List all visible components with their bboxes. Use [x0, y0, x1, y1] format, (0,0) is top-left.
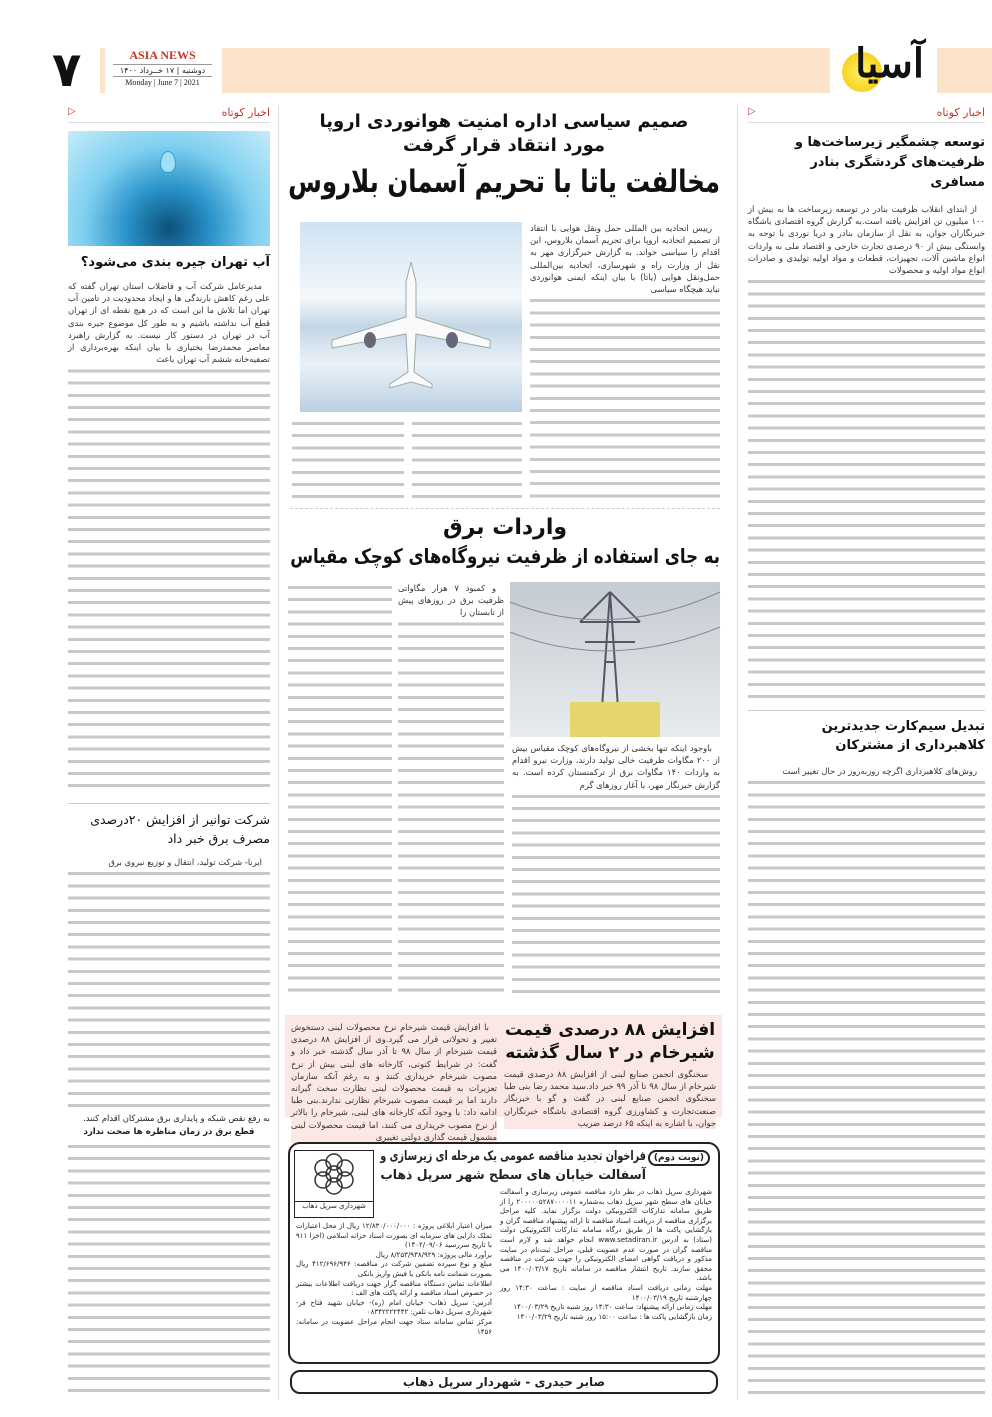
divider [290, 508, 720, 509]
main-heading-block [288, 110, 720, 218]
page-number: ۷ [52, 42, 82, 98]
airplane-photo [300, 222, 522, 412]
article-body-col [288, 582, 392, 1000]
article-body: مدیرعامل شرکت آب و فاضلاب استان تهران گفته که علی رغم کاهش بارندگی ها و ایجاد محدودیت در تامین آب تهران اما تلاش ما این است که در هیچ نقطه ای از تهران قطع آب نداشته باشیم و به طور کل موضوع جیره بندی آب در تهران در دستور کار نیست. به گزارش راهبرد معاصر محمدرضا بختیاری با بیان اینکه بهره‌برداری از تصفیه‌خانه ششم آب تهران باعث [68, 280, 270, 795]
left-column [68, 106, 270, 1400]
divider [748, 710, 985, 711]
section-label: اخبار کوتاه [936, 106, 985, 119]
headline: مخالفت یاتا با تحریم آسمان بلاروس [288, 164, 720, 200]
tender-ad [288, 1142, 720, 1364]
date-en: Monday | June 7 | 2021 [125, 78, 200, 87]
play-icon: ▷ [748, 106, 756, 117]
section-label: اخبار کوتاه [221, 106, 270, 119]
logo: آسیا [838, 38, 928, 98]
masthead-info [100, 48, 212, 93]
article-body-col [412, 418, 522, 502]
headline: به جای استفاده از ظرفیت نیروگاه‌های کوچک مقیاس [290, 544, 720, 568]
article-title: توسعه چشمگیر زیرساخت‌ها و ظرفیت‌های گردشگری بنادر مسافری [794, 135, 985, 190]
article-body: باوجود اینکه تنها بخشی از نیروگاه‌های کوچک مقیاس بیش از ۲۰۰ مگاوات ظرفیت خالی تولید دارند، وزارت نیرو اقدام به واردات ۱۴۰ مگاوات برق از ترکمنستان کرده است. به گزارش خبرنگار مهر، با آغاز روزهای گرم [512, 742, 720, 1000]
article-title: تبدیل سیم‌کارت جدیدترین کلاهبرداری از مشترکان [821, 719, 985, 753]
section-header-right [748, 106, 985, 123]
ad-body-right: شهرداری سرپل ذهاب در نظر دارد مناقصه عمومی زیرسازی و آسفالت خیابان های سطح شهر سرپل ذهاب به‌شماره ۲۰۰۰۰۰۵۲۸۷۰۰۰۰۱۱ را از طریق سامانه تدارکات الکترونیکی دولت برگزار نماید. کلیه مراحل برگزاری مناقصه از دریافت اسناد مناقصه تا ارائه پیشنهاد مناقصه گران و بازگشایی پاکت ها از طریق درگاه سامانه تدارکات الکترونیکی دولت (ستاد) به آدرس www.setadiran.ir انجام خواهد شد و لازم است مناقصه گران در صورت عدم عضویت قبلی، مراحل ثبت‌نام در سایت مذکور و دریافت گواهی امضای الکترونیکی را جهت شرکت در مناقصه محقق سازند. تاریخ انتشار مناقصه در سامانه تاریخ ۱۴۰۰/۰۳/۱۷ می باشد. مهلت زمانی دریافت اسناد مناقصه از سایت : ساعت ۱۴:۳۰ روز چهارشنبه تاریخ ۱۴۰۰/۰۳/۱۹ مهلت زمانی ارائه پیشنهاد: ساعت ۱۴:۳۰ روز شنبه تاریخ ۱۴۰۰/۰۳/۲۹ زمان بازگشایی پاکت ها : ساعت ۱۵:۰۰ روز شنبه تاریخ ۱۴۰۰/۰۳/۲۹ [500, 1188, 712, 1321]
article-body: و کمبود ۷ هزار مگاواتی ظرفیت برق در روزهای پیش از تابستان را [398, 582, 504, 1000]
round-badge: (نوبت دوم) [648, 1150, 710, 1166]
article-body: روش‌های کلاهبرداری اگرچه روزبه‌روز در حال تغییر است [748, 765, 985, 1400]
article-body: از ابتدای انقلاب ظرفیت بنادر در توسعه زیرساخت ها به بیش از ۱۰۰ میلیون تن افزایش یافته است.به گزارش گروه اقتصادی باشگاه خبرنگاران جوان، به نقل از سازمان بنادر و دریا نوردی با توجه به وابستگی بیش از ۹۰ درصدی تجارت خارجی و اقتصاد ملی به واردات انواع ماشین آلات، تجهیزات، قطعات و مواد اولیه تولیدی و صادرات انواع مواد اولیه و محصولات [748, 203, 985, 702]
article-body: رییس اتحادیه بین المللی حمل ونقل هوایی با انتقاد از تصمیم اتحادیه اروپا برای تحریم آسمان بلاروس، این اقدام را سیاسی خواند. به گزارش خبرگزاری مهر به نقل از وزارت راه و شهرسازی، اتحادیه بین‌المللی حمل‌ونقل هوایی (یاتا) با بیان اینکه ایمنی هوانوردی نباید هیچگاه سیاسی [530, 222, 720, 502]
article-body-col [292, 418, 404, 502]
article-body-tail: به رفع نقص شبکه و پایداری برق مشترکان اقدام کنند. [83, 1113, 270, 1123]
ad-body-left: میزان اعتبار ابلاغی پروژه : ۱۲/۸۳۰/۰۰۰/۰۰۰ ریال از محل اعتبارات تملک دارایی های سرمایه ای بصورت اسناد خزانه اسلامی (اخزا ۹۱۱ با تاریخ سررسید ۱۴۰۲/۰۹/۰۶) برآورد مالی پروژه: ۸/۲۵۳/۹۳۸/۹۲۹ ریال مبلغ و نوع سپرده تضمین شرکت در مناقصه: ۴۱۲/۶۹۶/۹۴۶ ریال بصورت ضمانت نامه بانکی یا فیش واریز بانکی اطلاعات تماس دستگاه مناقصه گزار جهت دریافت اطلاعات بیشتر در خصوص اسناد مناقصه و ارائه پاکت های الف : آدرس: سرپل ذهاب- خیابان امام (ره)- خیابان شهید فتاح فر- شهرداری سرپل ذهاب تلفن: ۰۸۳۴۲۲۲۲۴۴۲ مرکز تماس سامانه ستاد جهت انجام مراحل عضویت در سامانه: ۱۴۵۶ [296, 1222, 492, 1336]
headline: افزایش ۸۸ درصدی قیمت شیرخام در ۲ سال گذشته [504, 1020, 716, 1063]
subhead: قطع برق در زمان مناظره ها صحت ندارد [83, 1127, 255, 1137]
article-body: ایرنا- شرکت تولید، انتقال و توزیع نیروی برق [68, 856, 270, 1112]
municipality-logo: شهرداری سرپل ذهاب [294, 1150, 374, 1218]
column-rule [278, 105, 279, 1400]
date-fa: دوشنبه | ۱۷ خــرداد ۱۴۰۰ [113, 64, 212, 77]
ad-title: فراخوان تجدید مناقصه عمومی یک مرحله ای زیرسازی و [380, 1149, 646, 1164]
masthead-band-right [937, 48, 992, 93]
column-rule [737, 105, 738, 1400]
article-body: سخنگوی انجمن صنایع لبنی از افزایش ۸۸ درصدی قیمت شیرخام از سال ۹۸ تا آذر ۹۹ خبر داد.سید محمد رضا بنی طبا سخنگوی انجمن صنایع لبنی در گفت و گو با خبرنگار صنعت‌تجارت و کشاورزی گروه اقتصادی باشگاه خبرنگاران جوان، با اشاره به اینکه ۶۵ درصد ضریب [504, 1069, 716, 1128]
masthead-band [222, 48, 830, 93]
right-column [748, 106, 985, 1400]
play-icon: ▷ [68, 106, 76, 117]
ad-title: آسفالت خیابان های سطح شهر سرپل ذهاب [380, 1168, 646, 1183]
power-pylon-photo [510, 582, 720, 737]
kicker: صمیم سیاسی اداره امنیت هوانوردی اروپا مورد انتقاد قرار گرفت [319, 111, 689, 156]
article-title: آب تهران جیره بندی می‌شود؟ [80, 255, 270, 270]
power-heading-block [290, 514, 720, 576]
headline: واردات برق [442, 515, 568, 540]
article-body-col [68, 1141, 270, 1400]
milk-price-box [285, 1015, 722, 1142]
article-title: شرکت توانیر از افزایش ۲۰درصدی مصرف برق خبر داد [90, 812, 270, 846]
milk-right-part [504, 1019, 716, 1128]
section-header-left [68, 106, 270, 123]
divider [68, 803, 270, 804]
water-drop-photo [68, 131, 270, 246]
brand-en: ASIA NEWS [129, 48, 196, 62]
article-body: با افزایش قیمت شیرخام نرخ محصولات لبنی دستخوش تغییر و تحولاتی قرار می گیرد.وی از افزایش ۸۸ درصدی قیمت شیرخام از سال ۹۸ تا آذر سال گذشته خبر داد و گفت: در شرایط کنونی، کارخانه های لبنی بیش از نرخ مصوب شیرخام خریداری کنند و به رغم آنکه سازمان تعزیرات به قیمت محصولات لبنی نظارت سخت گیرانه دارند اما بر قیمت مصوب شیرخام نظارتی ندارند.بنی طبا ادامه داد: با وجود آنکه کارخانه های لبنی، شیرخام را بالاتر از نرخ مصوب خریداری می کنند، اما قیمت محصولات لبنی مشمول قیمت گذاری دولتی تغییری [291, 1022, 497, 1142]
ad-signature: صابر حیدری - شهردار سرپل ذهاب [290, 1370, 718, 1394]
